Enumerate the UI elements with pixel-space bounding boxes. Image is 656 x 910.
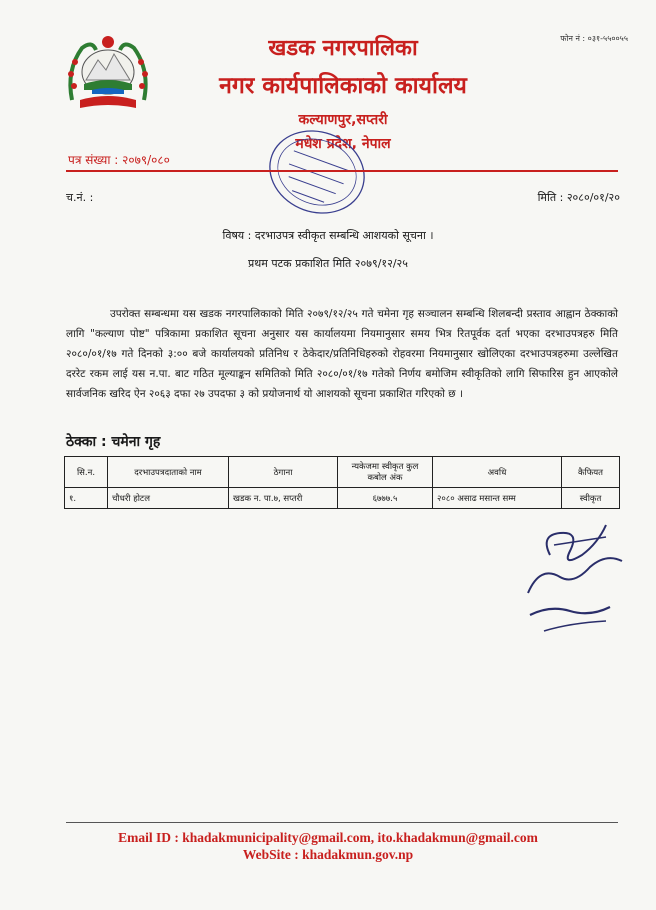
office-seal-stamp [262, 122, 372, 222]
body-paragraph: उपरोक्त सम्बन्धमा यस खडक नगरपालिकाको मिति २०७९/१२/२५ गते चमेना गृह सञ्चालन सम्बन्धि शिलबन्दी प्रस्ताव आह्वान ठेक्काको लागि "कल्याण पोष्ट" पत्रिकामा प्रकाशित सूचना अनुसार यस कार्यालयमा नियमानुसार समय भित्र रितपूर्वक दर्ता भएका दरभाउपत्रहरु मिति २०८०/०१/१७ गते दिनको ३:०० बजे कार्यालयको प्रतिनिध र ठेकेदार/प्रतिनिधिहरुको रोहवरमा नियमानुसार खोलिएका दरभाउपत्रहरुमा उल्लेखित दररेट रकम लाई यस न.पा. बाट गठित मूल्याङ्कन समितिको मिति २०८०/०१/१७ गतेको निर्णय बमोजिम स्वीकृतिको लागि सिफारिस हुन आएकोले सार्वजनिक खरिद ऐन २०६३ दफा २७ उपदफा ३ को प्रयोजनार्थ यो आशयको सूचना प्रकाशित गरिएको छ । [66, 308, 618, 400]
cell-address: खडक न. पा.७, सप्तरी [229, 488, 338, 509]
cell-amount: ६७७७.५ [338, 488, 433, 509]
footer-email: Email ID : khadakmunicipality@gmail.com, ito.khadakmun@gmail.com [118, 830, 538, 845]
cell-bidder: चौधरी होटल [108, 488, 229, 509]
cell-serial: १. [65, 488, 108, 509]
first-published-line: प्रथम पटक प्रकाशित मिति २०७९/१२/२५ [248, 257, 408, 270]
cell-remarks: स्वीकृत [562, 488, 620, 509]
footer-website: WebSite : khadakmun.gov.np [242, 847, 414, 862]
col-header-address: ठेगाना [229, 457, 338, 488]
contract-label: ठेक्का : चमेना गृह [66, 434, 161, 450]
address-line-1: कल्याणपुर,सप्तरी [298, 112, 388, 128]
org-name: खडक नगरपालिका [268, 36, 418, 61]
col-header-amount: न्यकेजमा स्वीकृत कुल कबोल अंक [338, 457, 433, 488]
col-header-period: अवधि [433, 457, 562, 488]
phone-number: फोन नं : ०३१-५५००५५ [560, 34, 628, 43]
footer-divider [66, 822, 618, 823]
address-line-2: मधेश प्रदेश, नेपाल [295, 136, 391, 152]
issue-date: मिति : २०८०/०१/२० [537, 191, 620, 204]
col-header-remarks: कैफियत [562, 457, 620, 488]
office-name: नगर कार्यपालिकाको कार्यालय [219, 73, 467, 99]
table-header-row [65, 457, 620, 488]
table-row [65, 488, 620, 509]
chalani-number: च.नं. : [66, 191, 94, 204]
signature-stamp [510, 515, 640, 645]
header-divider [66, 170, 618, 172]
col-header-bidder: दरभाउपत्रदाताको नाम [108, 457, 229, 488]
cell-period: २०८० असाढ मसान्त सम्म [433, 488, 562, 509]
letter-number: पत्र संख्या : २०७९/०८० [68, 153, 170, 167]
col-header-serial: सि.न. [65, 457, 108, 488]
subject-line: विषय : दरभाउपत्र स्वीकृत सम्बन्धि आशयको सूचना । [222, 229, 434, 242]
approval-table [64, 456, 620, 509]
